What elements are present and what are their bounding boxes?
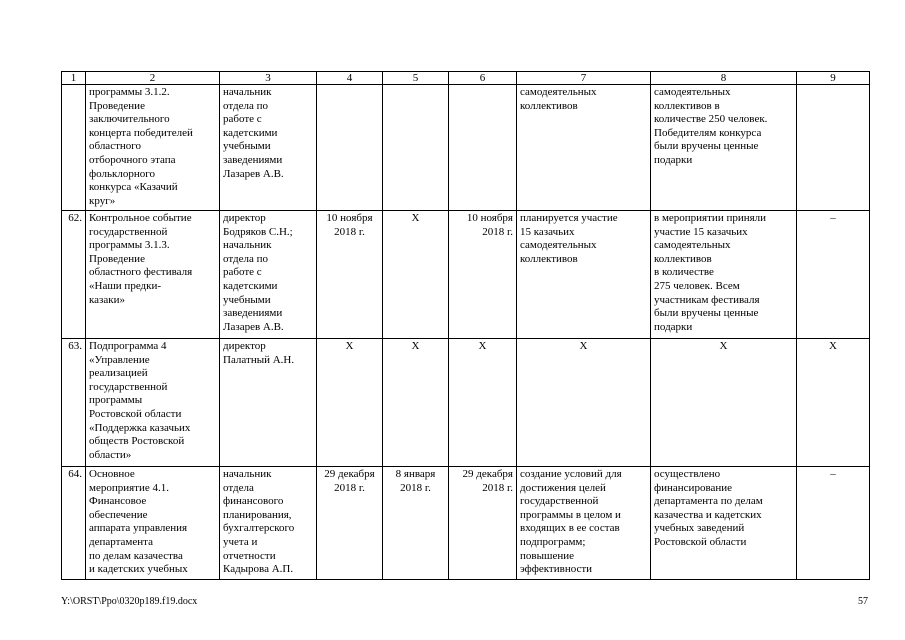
column-header: 2 (86, 72, 220, 85)
responsible-person: начальник отдела финансового планирования, бухгалтерского учета и отчетности Кадырова А.П. (220, 467, 317, 580)
row-number: 64. (62, 467, 86, 580)
planned-end-date: 29 декабря 2018 г. (449, 467, 517, 580)
planned-start-date: 10 ноября 2018 г. (317, 211, 383, 339)
actual-result: осуществлено финансирование департамента по делам казачества и кадетских учебных заведений Ростовской области (651, 467, 797, 580)
planned-result: самодеятельных коллективов (517, 85, 651, 211)
actual-result: самодеятельных коллективов в количестве 250 человек. Победителям конкурса были вручены ценные подарки (651, 85, 797, 211)
event-name: программы 3.1.2. Проведение заключительного концерта победителей областного отборочного этапа фольклорного конкурса «Казачий круг» (86, 85, 220, 211)
page-number: 57 (858, 596, 868, 607)
row-number: 62. (62, 211, 86, 339)
table-row (62, 339, 870, 467)
row-number: 63. (62, 339, 86, 467)
column-header: 5 (383, 72, 449, 85)
responsible-person: директор Бодряков С.Н.; начальник отдела по работе с кадетскими учебными заведениями Лазарев А.В. (220, 211, 317, 339)
responsible-person: директор Палатный А.Н. (220, 339, 317, 467)
planned-end-date: 10 ноября 2018 г. (449, 211, 517, 339)
row-number (62, 85, 86, 211)
deviation-reason (797, 85, 870, 211)
planned-result: создание условий для достижения целей государственной программы в целом и входящих в ее состав подпрограмм; повышение эффективности (517, 467, 651, 580)
event-name: Контрольное событие государственной программы 3.1.3. Проведение областного фестиваля «Наши предки- казаки» (86, 211, 220, 339)
table-row (62, 85, 870, 211)
actual-start-date: 8 января 2018 г. (383, 467, 449, 580)
actual-start-date: Х (383, 339, 449, 467)
planned-start-date: 29 декабря 2018 г. (317, 467, 383, 580)
actual-start-date: Х (383, 211, 449, 339)
program-table (61, 71, 870, 580)
planned-result: Х (517, 339, 651, 467)
deviation-reason: Х (797, 339, 870, 467)
actual-start-date (383, 85, 449, 211)
column-header: 7 (517, 72, 651, 85)
planned-result: планируется участие 15 казачьих самодеятельных коллективов (517, 211, 651, 339)
planned-end-date: Х (449, 339, 517, 467)
header-row (62, 72, 870, 85)
planned-end-date (449, 85, 517, 211)
column-header: 1 (62, 72, 86, 85)
column-header: 9 (797, 72, 870, 85)
deviation-reason: – (797, 211, 870, 339)
deviation-reason: – (797, 467, 870, 580)
column-header: 6 (449, 72, 517, 85)
footer-file-path: Y:\ORST\Ppo\0320p189.f19.docx (61, 596, 198, 607)
column-header: 4 (317, 72, 383, 85)
event-name: Подпрограмма 4 «Управление реализацией государственной программы Ростовской области «Поддержка казачьих обществ Ростовской области» (86, 339, 220, 467)
planned-start-date (317, 85, 383, 211)
event-name: Основное мероприятие 4.1. Финансовое обеспечение аппарата управления департамента по делам казачества и кадетских учебных (86, 467, 220, 580)
actual-result: в мероприятии приняли участие 15 казачьих самодеятельных коллективов в количестве 275 человек. Всем участникам фестиваля были вручены ценные подарки (651, 211, 797, 339)
planned-start-date: Х (317, 339, 383, 467)
column-header: 3 (220, 72, 317, 85)
table-row (62, 467, 870, 580)
actual-result: Х (651, 339, 797, 467)
table-row (62, 211, 870, 339)
column-header: 8 (651, 72, 797, 85)
responsible-person: начальник отдела по работе с кадетскими учебными заведениями Лазарев А.В. (220, 85, 317, 211)
